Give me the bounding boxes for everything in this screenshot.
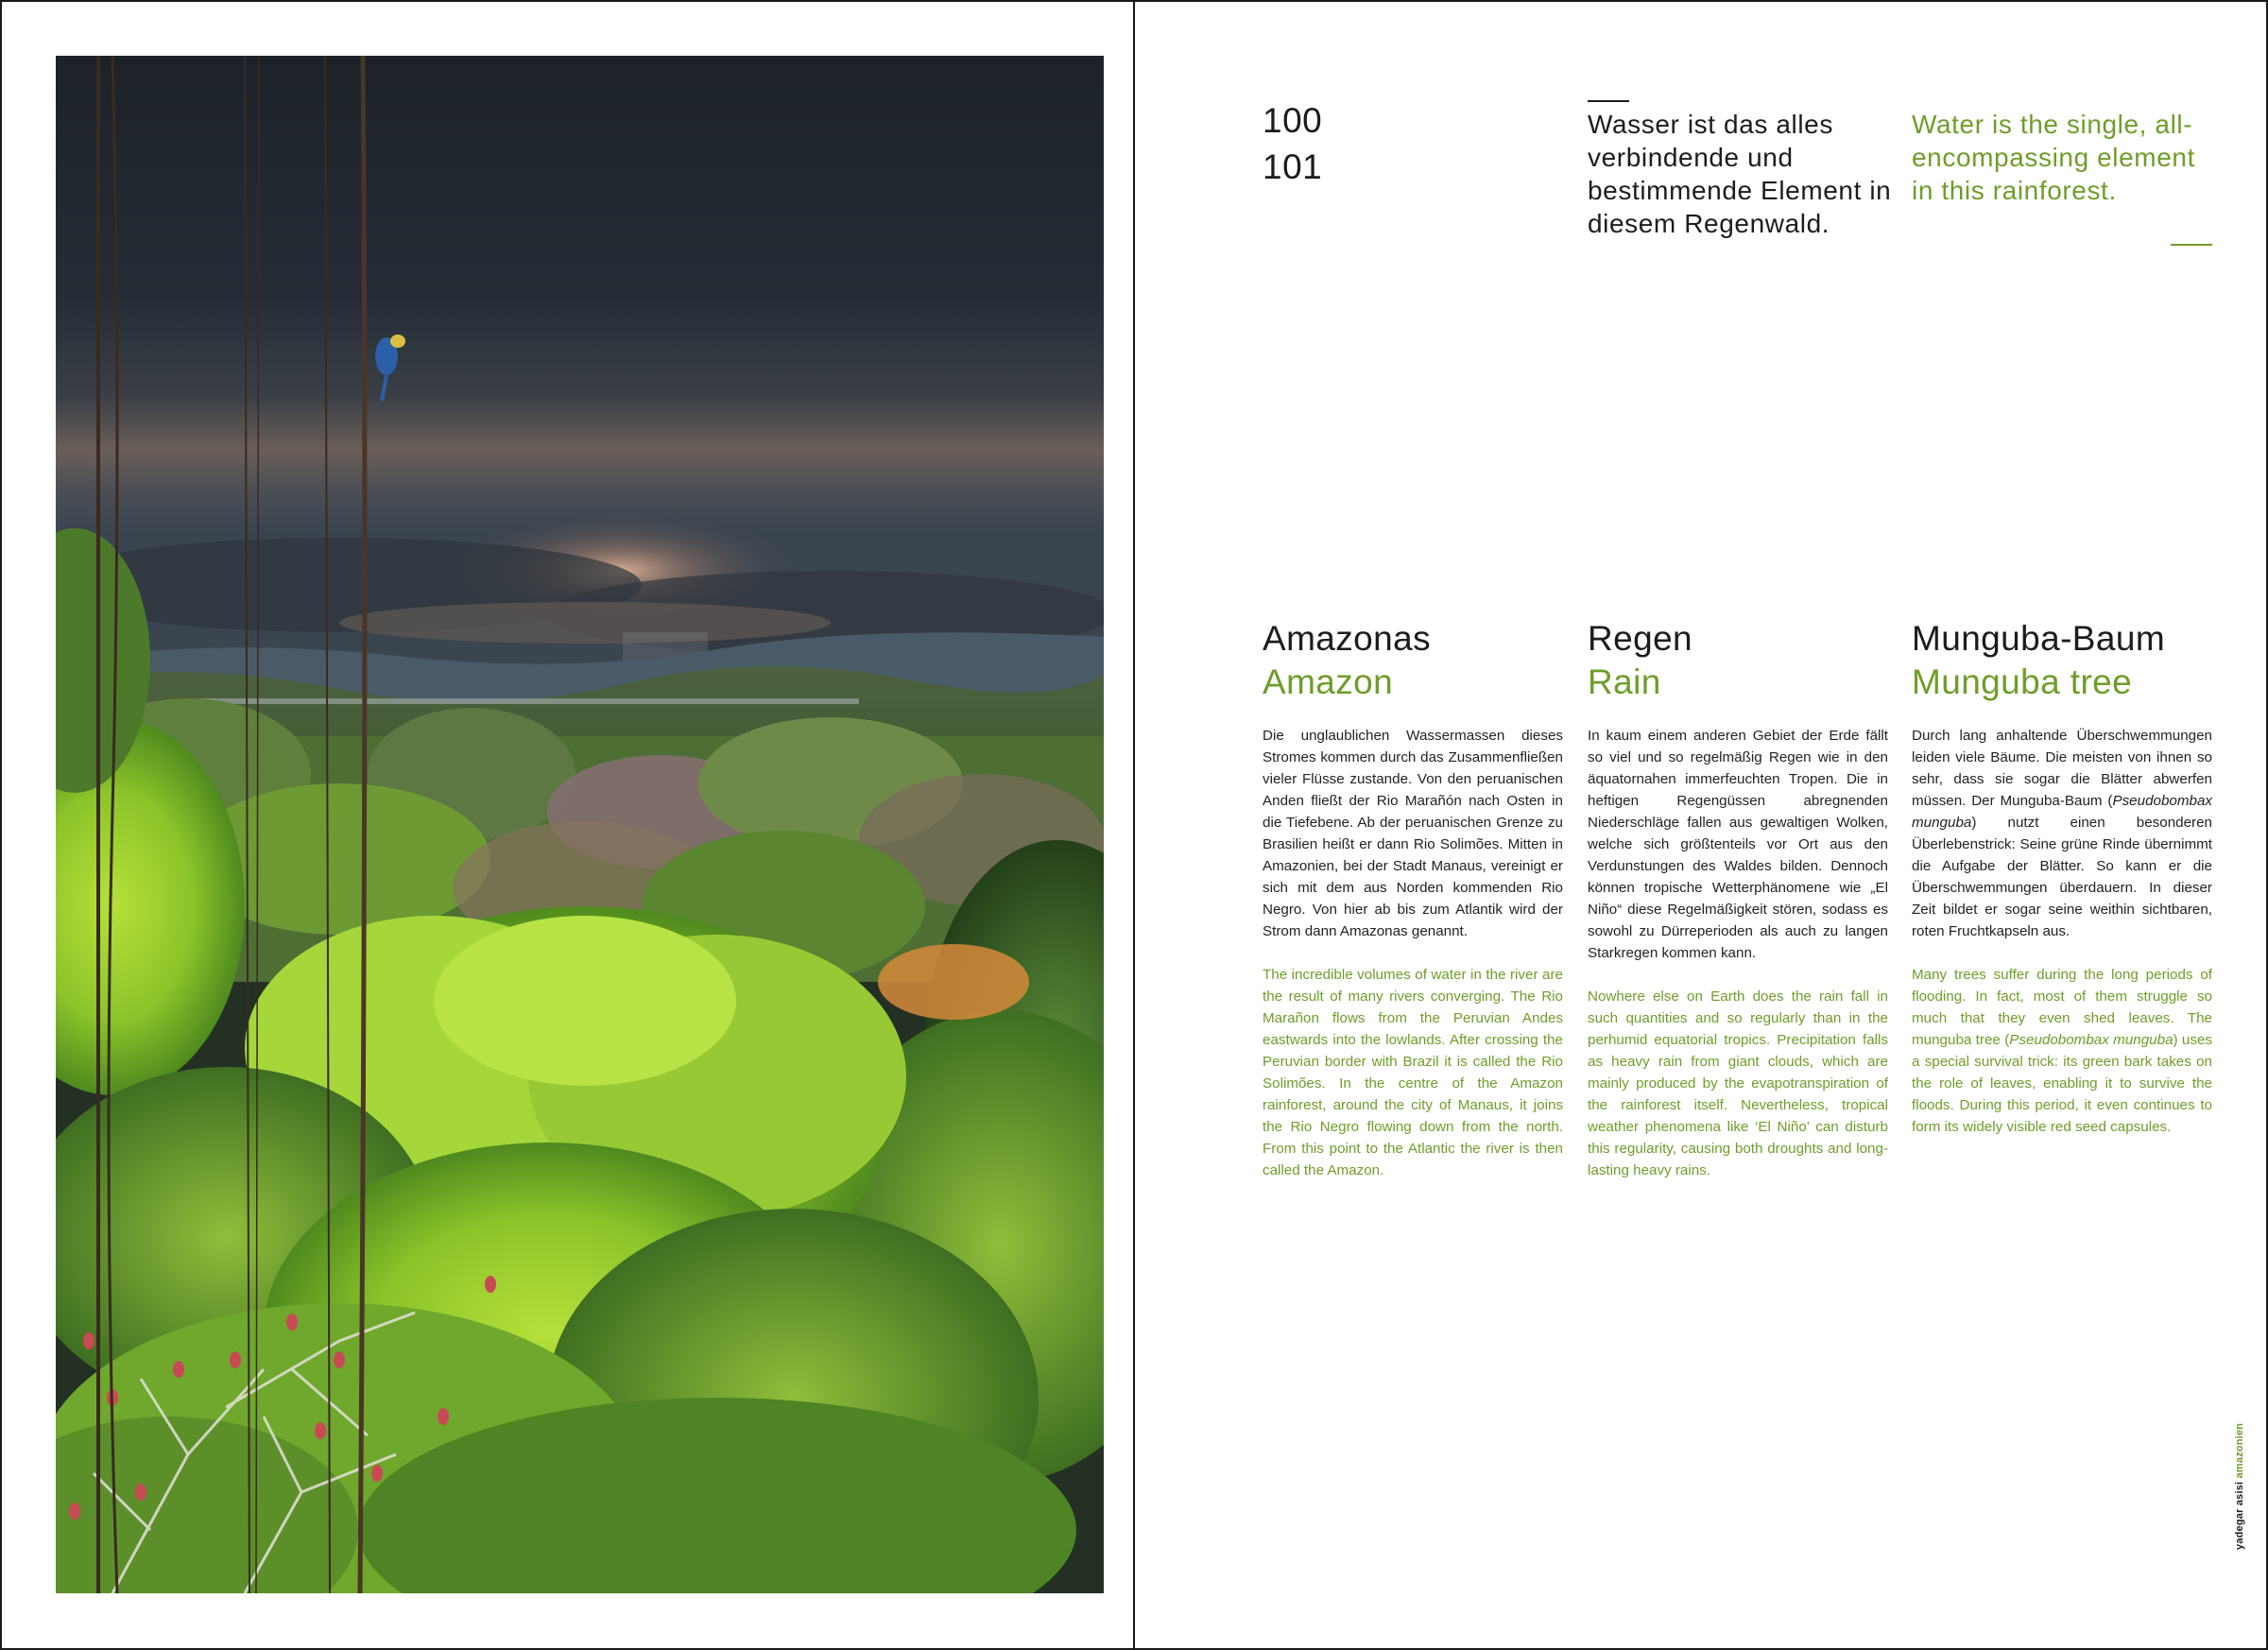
heading-english: Rain <box>1588 662 1661 701</box>
page-number-left: 100 <box>1263 101 1323 140</box>
body-german: Die unglaublichen Wassermassen dieses Stromes kommen durch das Zusammenfließen vieler Flüsse zustande. Von den peruanischen Anden fließt der Rio Marañón nach Osten in die Tiefebene. Ab der peruanischen Grenze zu Brasilien heißt er dann Rio Solimões. Mitten in Amazonien, bei der Stadt Manaus, vereinigt er sich mit dem aus Norden kommenden Rio Negro. Von hier ab bis zum Atlantik wird der Strom dann Amazonas genannt. <box>1263 728 1563 939</box>
column-munguba-tree <box>1912 617 2212 1138</box>
spine-author: yadegar asisi <box>2234 1481 2245 1550</box>
quote-german: Wasser ist das alles verbindende und bestimmende Element in diesem Regenwald. <box>1588 110 1892 238</box>
quote-rule-dark <box>1588 100 1629 102</box>
heading-english: Munguba tree <box>1912 662 2133 701</box>
spine-credit <box>2234 1423 2245 1550</box>
body-german-post: ) nutzt einen besonderen Überlebenstrick: Seine grüne Rinde übernimmt die Aufgabe der Blätter. So kann er die Überschwemmungen überdauern. In dieser Zeit bildet er sogar seine weithin sichtbaren, roten Fruchtkapseln aus. <box>1912 815 2212 939</box>
rainforest-illustration <box>56 56 1104 1593</box>
body-german: In kaum einem anderen Gebiet der Erde fällt so viel und so regelmäßig Regen wie in den äquatornahen immerfeuchten Tropen. Die in heftigen Regengüssen abregnenden Niederschläge fallen aus gewaltigen Wolken, welche sich größtenteils vor Ort aus den Verdunstungen des Waldes bilden. Dennoch können tropische Wetterphänomene wie „El Niño“ diese Regelmäßigkeit stören, sodass es sowohl zu Dürreperioden als auch zu langen Starkregen kommen kann. <box>1588 728 1888 961</box>
column-amazon <box>1263 617 1563 1181</box>
column-rain <box>1588 617 1888 1181</box>
spine-title: amazonien <box>2234 1422 2245 1479</box>
heading-german: Amazonas <box>1263 619 1432 658</box>
body-english: The incredible volumes of water in the river are the result of many rivers converging. The Rio Marañon flows from the Peruvian Andes eastwards into the lowlands. After crossing the Peruvian border with Brazil it is called the Rio Solimões. In the centre of the Amazon rainforest, around the city of Manaus, it joins the Rio Negro flowing down from the north. From this point to the Atlantic the river is then called the Amazon. <box>1263 967 1563 1178</box>
heading-german: Regen <box>1588 619 1693 658</box>
quote-english: Water is the single, all-encompassing element in this rainforest. <box>1912 110 2195 205</box>
body-english-post: ) uses a special survival trick: its green bark takes on the role of leaves, enabling it to survive the floods. During this period, it even continues to form its widely visible red seed capsules. <box>1912 1032 2213 1135</box>
body-english <box>1912 964 2212 1138</box>
species-name-german: Pseudobombax munguba <box>1912 793 2212 831</box>
species-name-english: Pseudobombax munguba <box>2009 1032 2174 1048</box>
page-numbers <box>1263 97 1322 190</box>
quote-rule-green <box>2171 244 2212 246</box>
page-gutter <box>1133 0 1135 1650</box>
heading-english: Amazon <box>1263 662 1394 701</box>
rainforest-photo <box>56 56 1104 1593</box>
body-german <box>1912 725 2212 942</box>
heading-german: Munguba-Baum <box>1912 619 2166 658</box>
body-german-pre: Durch lang anhaltende Überschwemmungen leiden viele Bäume. Die meisten von ihnen so sehr, dass sie sogar die Blätter abwerfen müssen. Der Munguba-Baum ( <box>1912 728 2212 809</box>
body-english: Nowhere else on Earth does the rain fall in such quantities and so regularly than in the perhumid equatorial tropics. Precipitation falls as heavy rain from giant clouds, which are mainly produced by the evapotranspiration of the rainforest itself. Nevertheless, tropical weather phenomena like ‘El Niño’ can disturb this regularity, causing both droughts and long-lasting heavy rains. <box>1588 988 1888 1178</box>
page-number-right: 101 <box>1263 147 1323 186</box>
body-english-pre: Many trees suffer during the long periods of flooding. In fact, most of them struggle so much that they even shed leaves. The munguba tree ( <box>1912 967 2212 1048</box>
